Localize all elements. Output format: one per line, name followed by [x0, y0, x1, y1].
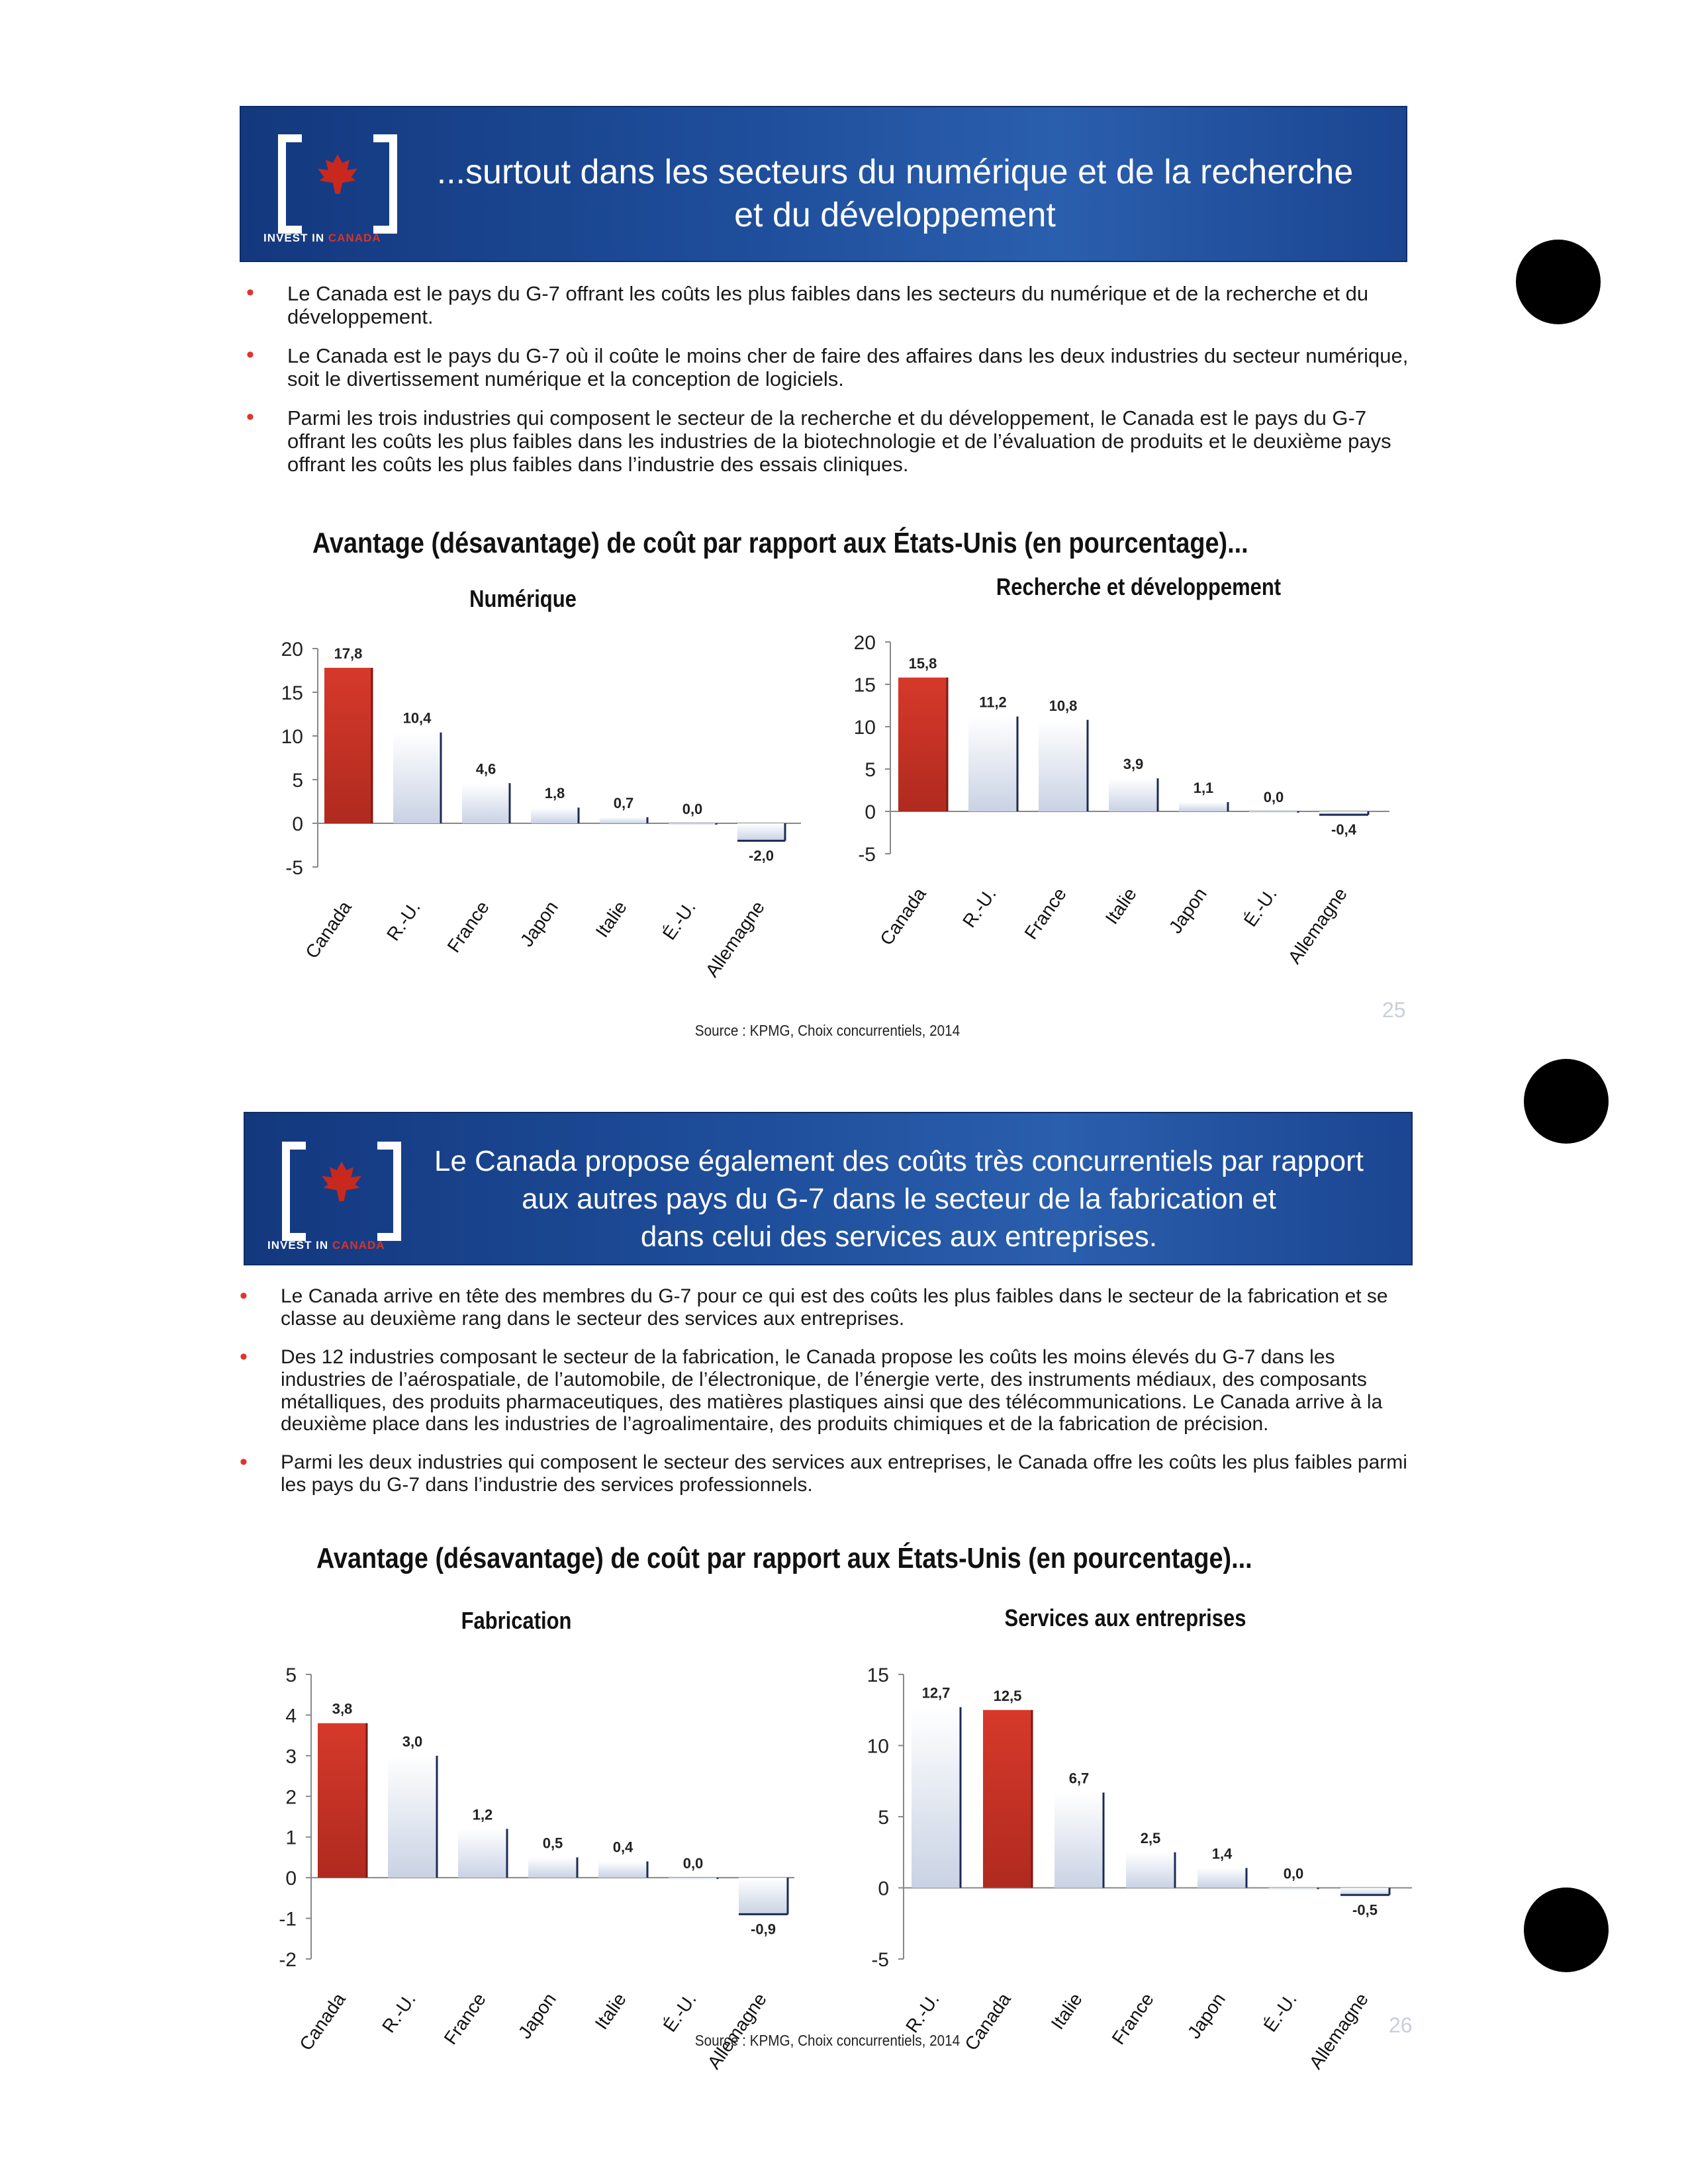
category-label: Canada	[295, 1989, 350, 2054]
category-label: R.-U.	[383, 897, 424, 944]
binder-hole	[1524, 1888, 1609, 1972]
bar	[737, 823, 785, 841]
list-item: • Parmi les trois industries qui composent le secteur de la recherche et du développement, le Canada est le pays du G-7 offrant les coûts les plus faibles dans les industries de la biotechnologie et de l’évaluation de produits et le deuxième pays offrant les coûts les plus faibles dans l’industrie des essais cliniques.	[246, 406, 1425, 476]
data-label: 0,7	[613, 794, 634, 811]
category-label: France	[440, 1989, 490, 2048]
slide2-source: Source : KPMG, Choix concurrentiels, 2014	[694, 2032, 961, 2049]
y-tick-label: 10	[867, 1735, 889, 1758]
data-label: 1,2	[472, 1806, 493, 1823]
category-label: É.-U.	[659, 1989, 700, 2036]
category-label: Italie	[590, 1989, 630, 2033]
y-tick-label: 0	[878, 1878, 889, 1900]
category-label: É.-U.	[1239, 884, 1281, 931]
bar	[462, 783, 510, 823]
bar	[739, 1878, 788, 1914]
y-tick-label: 10	[853, 717, 876, 739]
category-label: Allemagne	[701, 897, 769, 981]
data-label: 2,5	[1140, 1829, 1161, 1846]
y-tick-label: 15	[281, 682, 303, 704]
category-label: France	[1020, 884, 1070, 943]
category-label: Italie	[1101, 884, 1141, 928]
y-tick-label: 2	[285, 1786, 297, 1809]
bar	[1039, 720, 1088, 811]
bar	[528, 1857, 577, 1878]
bar	[669, 823, 716, 825]
data-label: 11,2	[979, 694, 1007, 711]
category-label: Canada	[876, 884, 930, 949]
data-label: 15,8	[908, 655, 937, 672]
chart-services-aux-entreprises	[837, 1655, 1420, 2078]
slide1-source: Source : KPMG, Choix concurrentiels, 2014	[694, 1022, 961, 1039]
bar	[669, 1878, 718, 1879]
bar	[898, 678, 947, 811]
category-label: R.-U.	[902, 1989, 943, 2036]
data-label: 0,4	[612, 1839, 633, 1856]
bar	[912, 1707, 961, 1888]
bar	[458, 1829, 507, 1878]
y-tick-label: 10	[281, 726, 303, 748]
maple-leaf-icon	[322, 1161, 361, 1201]
bar	[1179, 802, 1228, 811]
category-label: R.-U.	[959, 884, 1000, 931]
category-label: France	[1107, 1989, 1158, 2048]
data-label: 0,0	[682, 1855, 704, 1872]
bar	[1126, 1852, 1175, 1888]
y-tick-label: -5	[871, 1949, 889, 1971]
list-item: • Le Canada est le pays du G-7 offrant les coûts les plus faibles dans les secteurs du numérique et de la recherche et du développement.	[246, 282, 1425, 328]
chart-fabrication-title: Fabrication	[461, 1607, 572, 1634]
bar	[1197, 1868, 1246, 1888]
data-label: -0,4	[1331, 821, 1356, 839]
category-label: Canada	[301, 897, 355, 962]
bar	[598, 1862, 647, 1878]
data-label: 12,7	[921, 1684, 951, 1702]
slide2-bullets	[240, 1285, 1425, 1512]
data-label: 3,9	[1123, 756, 1144, 773]
bar	[531, 807, 579, 823]
maple-leaf-icon	[318, 154, 357, 194]
data-label: 10,4	[402, 709, 432, 727]
data-label: 1,8	[544, 785, 565, 802]
category-label: Canada	[961, 1989, 1015, 2054]
slide1-bullets	[246, 282, 1425, 492]
slide1-title: ...surtout dans les secteurs du numérique et de la recherche et du développement	[436, 153, 1354, 234]
y-tick-label: 0	[292, 813, 303, 835]
bar	[324, 668, 372, 823]
y-tick-label: 20	[853, 632, 876, 654]
data-label: 10,8	[1049, 697, 1078, 714]
bar	[318, 1723, 367, 1878]
slide2-banner	[244, 1112, 1413, 1265]
category-label: Japon	[1164, 884, 1211, 937]
bar	[983, 1710, 1032, 1888]
bar	[388, 1756, 437, 1878]
category-label: Japon	[516, 897, 562, 950]
data-label: -0,9	[751, 1921, 776, 1938]
y-tick-label: 1	[285, 1827, 297, 1849]
data-label: 17,8	[334, 645, 363, 662]
y-tick-label: 20	[281, 639, 303, 660]
data-label: 3,0	[402, 1733, 423, 1750]
list-item: • Des 12 industries composant le secteur de la fabrication, le Canada propose les coûts les moins élevés du G-7 dans les industries de l’aérospatiale, de l’automobile, de l’électronique, de l’énergie verte, des instruments médiaux, des composants métalliques, des produits pharmaceutiques, des matières plastiques ainsi que des télécommunications. Le Canada arrive à la deuxième place dans les industries de l’agroalimentaire, des produits chimiques et de la fabrication de précision.	[240, 1346, 1425, 1436]
category-label: France	[443, 897, 493, 956]
bar	[1055, 1792, 1103, 1888]
y-tick-label: 15	[867, 1664, 889, 1686]
category-label: R.-U.	[378, 1989, 420, 2036]
chart-recherche-developpement	[837, 622, 1413, 986]
category-label: É.-U.	[658, 897, 700, 944]
y-tick-label: -5	[858, 844, 876, 866]
y-tick-label: 4	[285, 1705, 297, 1727]
data-label: 1,1	[1193, 779, 1214, 796]
bar	[1340, 1888, 1389, 1895]
y-tick-label: 5	[865, 759, 876, 781]
category-label: Allemagne	[1284, 884, 1351, 968]
list-item: • Le Canada est le pays du G-7 où il coûte le moins cher de faire des affaires dans les deux industries du secteur numérique, soit le divertissement numérique et la conception de logiciels.	[246, 344, 1425, 390]
slide1-banner	[240, 106, 1407, 262]
category-label: Italie	[591, 897, 631, 941]
y-tick-label: 0	[285, 1868, 297, 1890]
data-label: 0,0	[1263, 789, 1284, 805]
data-label: 0,5	[542, 1835, 563, 1852]
page-number-25: 25	[1382, 998, 1406, 1022]
chart-numerique-title: Numérique	[469, 585, 577, 612]
data-label: 0,0	[682, 801, 703, 817]
bar	[1269, 1888, 1318, 1889]
y-tick-label: -5	[285, 857, 303, 879]
bar	[1109, 778, 1158, 811]
category-label: Allemagne	[1305, 1989, 1372, 2073]
data-label: 12,5	[993, 1687, 1022, 1704]
category-label: Italie	[1047, 1989, 1086, 2033]
y-tick-label: 15	[853, 674, 876, 696]
y-tick-label: 5	[878, 1807, 889, 1829]
binder-hole	[1516, 240, 1601, 324]
data-label: 4,6	[475, 760, 496, 778]
y-tick-label: 3	[285, 1745, 297, 1768]
chart-services-title: Services aux entreprises	[1004, 1604, 1246, 1631]
chart-numerique	[258, 629, 801, 999]
chart-fabrication	[252, 1655, 794, 2078]
list-item: • Parmi les deux industries qui composent le secteur des services aux entreprises, le Canada offre les coûts les plus faibles parmi les pays du G-7 dans l’industrie des services professionnels.	[240, 1451, 1425, 1496]
y-tick-label: 5	[285, 1664, 297, 1686]
category-label: É.-U.	[1259, 1989, 1301, 2036]
invest-in-canada-logo: INVEST IN CANADA	[271, 124, 404, 237]
data-label: 3,8	[332, 1700, 353, 1717]
category-label: Allemagne	[703, 1989, 771, 2073]
list-item: • Le Canada arrive en tête des membres du G-7 pour ce qui est des coûts les plus faibles dans le secteur de la fabrication et se classe au deuxième rang dans le secteur des services aux entreprises.	[240, 1285, 1425, 1330]
page-number-26: 26	[1389, 2013, 1413, 2037]
chart-rd-title: Recherche et développement	[996, 573, 1282, 600]
data-label: 1,4	[1211, 1845, 1233, 1862]
y-tick-label: -2	[279, 1949, 297, 1971]
y-tick-label: -1	[279, 1908, 297, 1931]
bar	[393, 733, 441, 823]
binder-hole	[1524, 1059, 1609, 1144]
bar	[1249, 811, 1298, 813]
invest-in-canada-logo: INVEST IN CANADA	[275, 1132, 408, 1244]
bar	[600, 817, 647, 823]
slide1-chart-heading: Avantage (désavantage) de coût par rapport aux États-Unis (en pourcentage)...	[312, 527, 1248, 559]
data-label: -2,0	[749, 847, 774, 864]
category-label: Japon	[514, 1989, 560, 2042]
data-label: -0,5	[1352, 1901, 1378, 1919]
data-label: 0,0	[1283, 1865, 1304, 1882]
category-label: Japon	[1183, 1989, 1229, 2042]
data-label: 6,7	[1068, 1770, 1090, 1787]
slide2-title: Le Canada propose également des coûts très concurrentiels par rapport aux autres pays du G-7 dans le secteur de la fabrication et dans celui des services aux entreprises.	[434, 1145, 1364, 1253]
y-tick-label: 0	[865, 801, 876, 823]
slide2-chart-heading: Avantage (désavantage) de coût par rapport aux États-Unis (en pourcentage)...	[316, 1542, 1252, 1574]
y-tick-label: 5	[292, 770, 303, 792]
bar	[968, 717, 1017, 811]
